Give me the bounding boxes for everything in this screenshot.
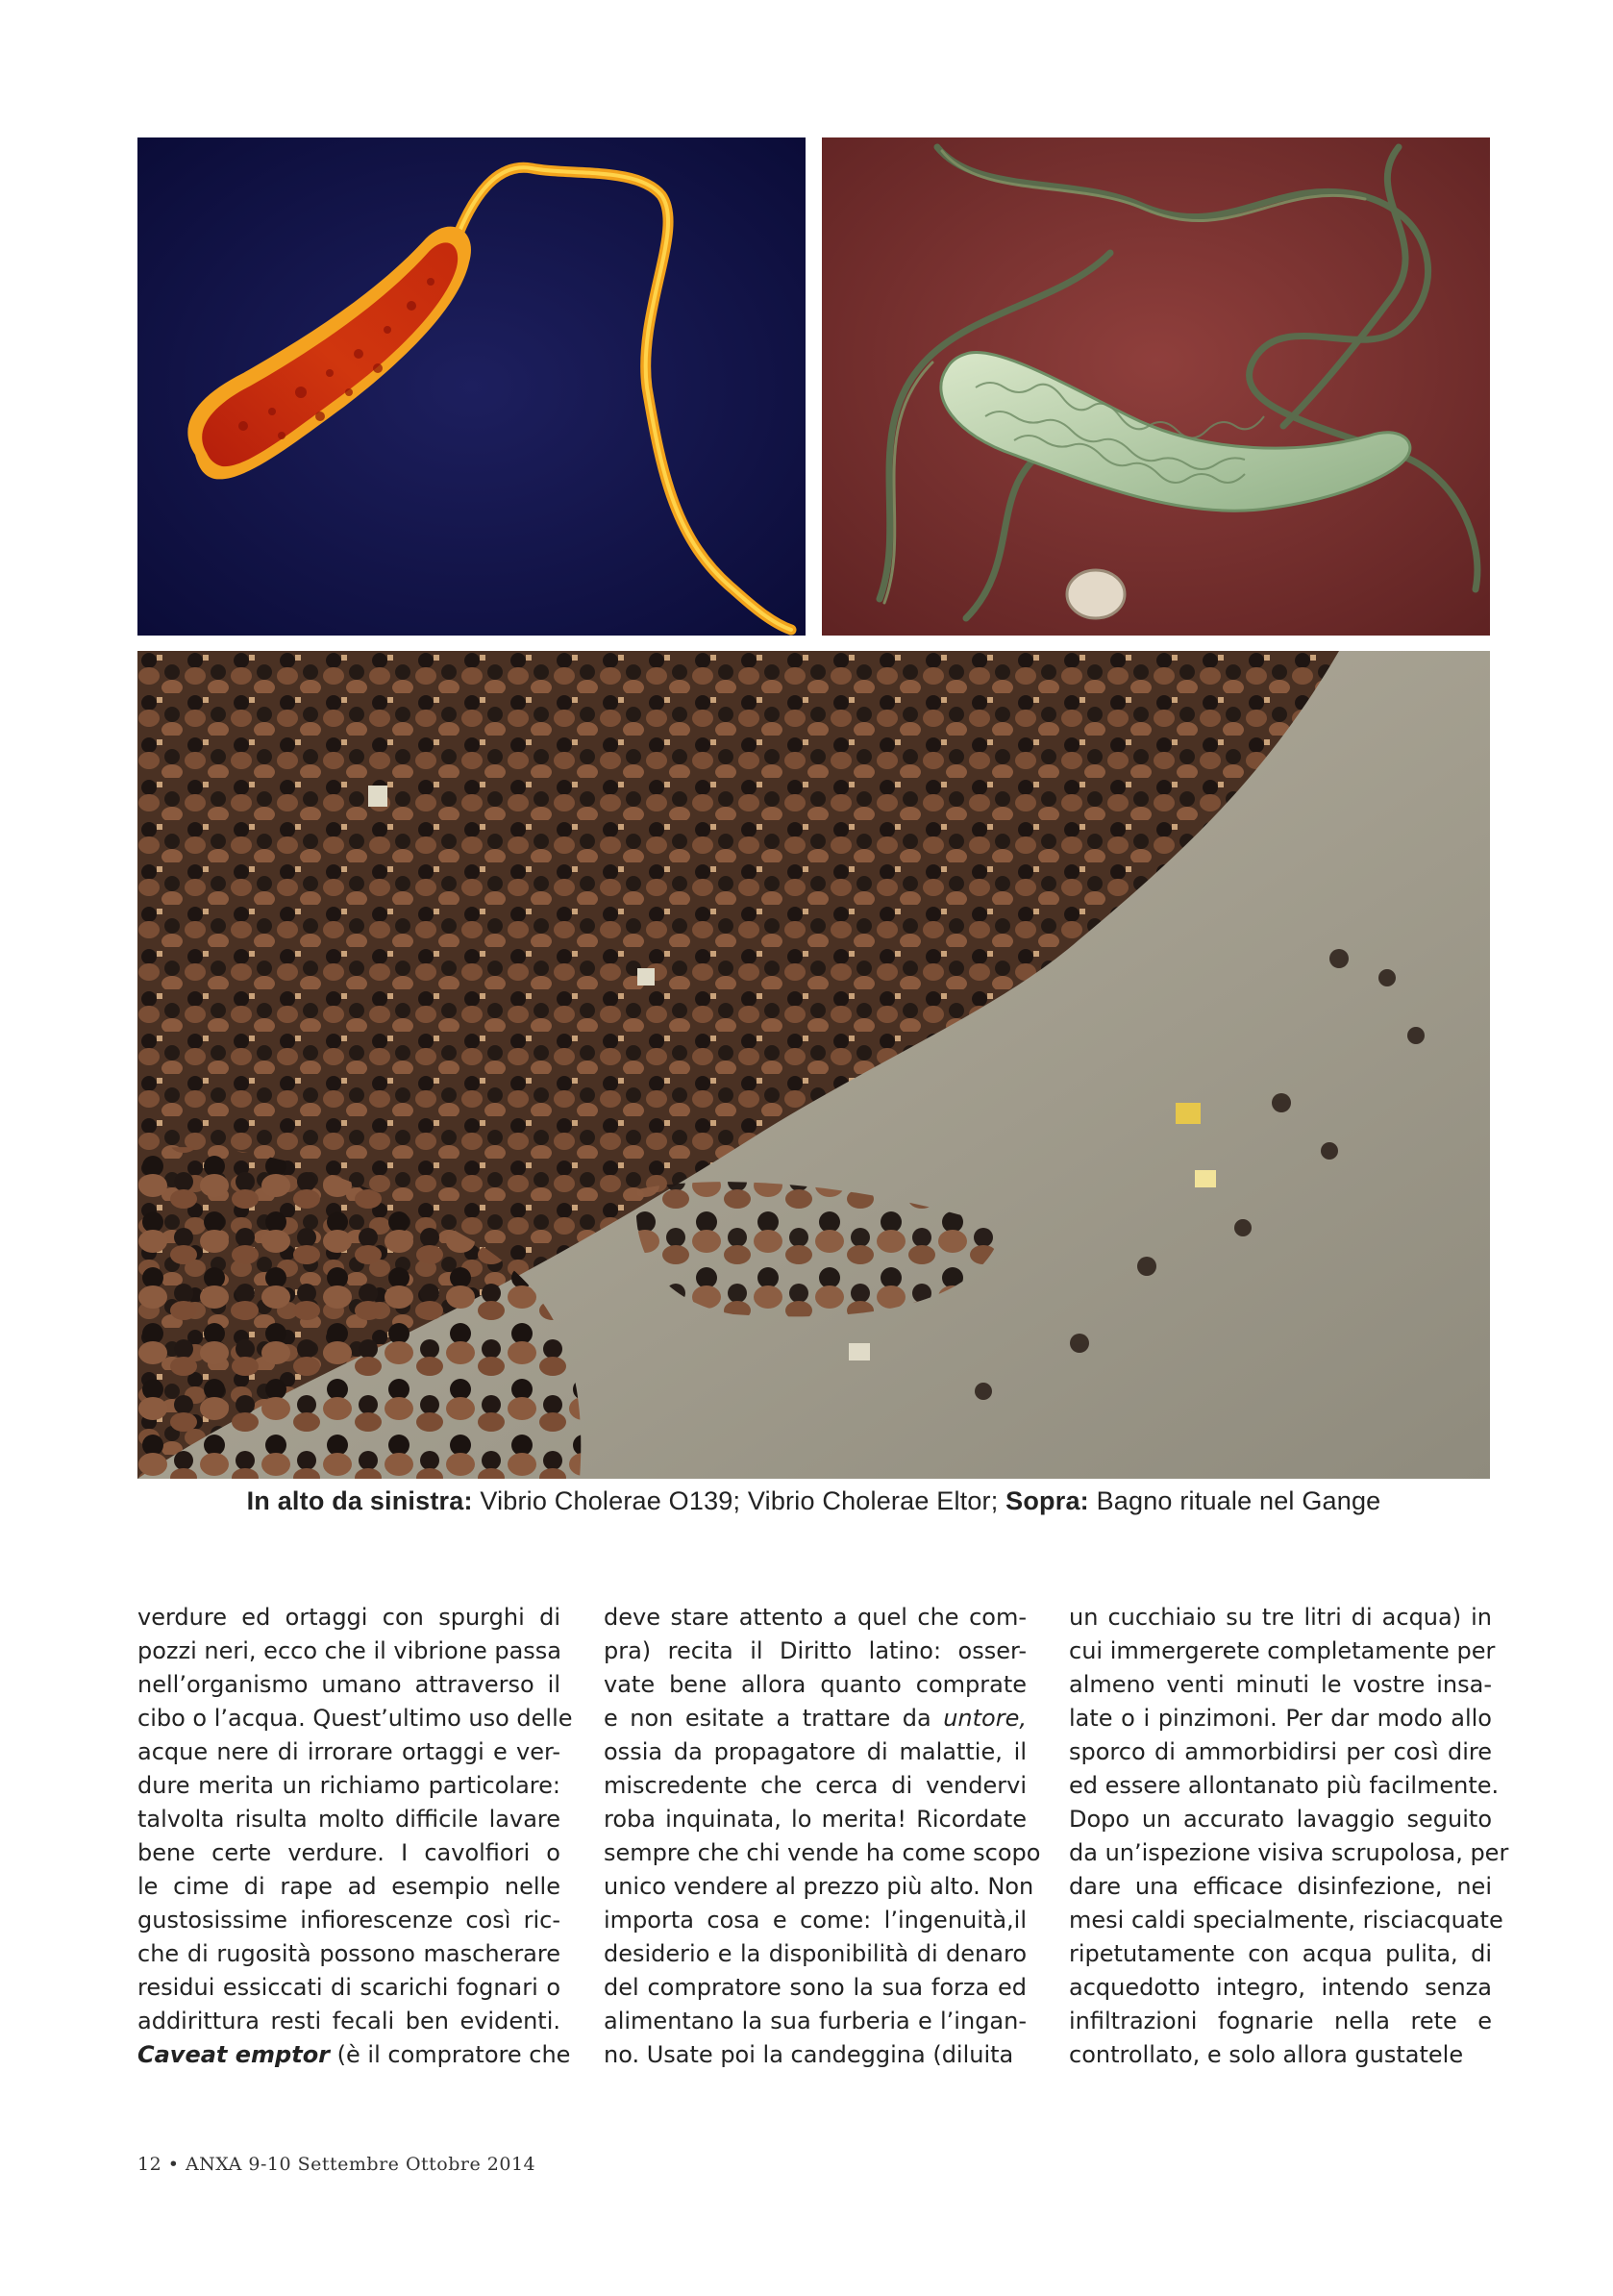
- untore-emphasis: untore,: [943, 1705, 1027, 1732]
- text-line: da un’ispezione visiva scrupolosa, per: [1069, 1839, 1509, 1866]
- text-line: cui immergerete completamente per: [1069, 1637, 1496, 1664]
- caption-lead-text: Vibrio Cholerae O139; Vibrio Cholerae Eltor;: [472, 1486, 1006, 1515]
- caveat-emptor-emphasis: Caveat emptor: [137, 2041, 331, 2068]
- text-line: Dopo un accurato lavaggio seguito: [1069, 1806, 1492, 1833]
- text-line: acque nere di irrorare ortaggi e ver-: [137, 1738, 560, 1765]
- text-line: almeno venti minuti le vostre insa-: [1069, 1671, 1492, 1698]
- text-line: cibo o l’acqua. Quest’ultimo uso delle: [137, 1705, 573, 1732]
- caption-second-text: Bagno rituale nel Gange: [1088, 1486, 1381, 1515]
- text-line: ossia da propagatore di malattie, il: [604, 1738, 1027, 1765]
- vibrio-cholerae-o139-photo: [137, 137, 806, 636]
- text-line: residui essiccati di scarichi fognari o: [137, 1974, 560, 2001]
- vibrio-cholerae-eltor-photo: [822, 137, 1490, 636]
- text-line: importa cosa e come: l’ingenuità,il: [604, 1907, 1027, 1934]
- page-footer: 12 • ANXA 9-10 Settembre Ottobre 2014: [137, 2154, 536, 2175]
- text-line: mesi caldi specialmente, risciacquate: [1069, 1907, 1503, 1934]
- text-line: le cime di rape ad esempio nelle: [137, 1873, 560, 1900]
- text-line: alimentano la sua furberia e l’ingan-: [604, 2008, 1027, 2034]
- text-line: verdure ed ortaggi con spurghi di: [137, 1604, 560, 1631]
- text-line: desiderio e la disponibilità di denaro: [604, 1940, 1027, 1967]
- ganges-ritual-bath-photo: [137, 651, 1490, 1479]
- text-line: nell’organismo umano attraverso il: [137, 1671, 560, 1698]
- text-line: del compratore sono la sua forza ed: [604, 1974, 1027, 2001]
- text-line: talvolta risulta molto difficile lavare: [137, 1806, 560, 1833]
- text-line: addirittura resti fecali ben evidenti.: [137, 2008, 560, 2034]
- text-line: controllato, e solo allora gustatele: [1069, 2041, 1464, 2068]
- text-line: sempre che chi vende ha come scopo: [604, 1839, 1041, 1866]
- text-line: late o i pinzimoni. Per dar modo allo: [1069, 1705, 1492, 1732]
- text-line: infiltrazioni fognarie nella rete e: [1069, 2008, 1492, 2034]
- text-line: dure merita un richiamo particolare:: [137, 1772, 560, 1799]
- text-line: unico vendere al prezzo più alto. Non: [604, 1873, 1034, 1900]
- text-line: ed essere allontanato più facilmente.: [1069, 1772, 1500, 1799]
- text-line: che di rugosità possono mascherare: [137, 1940, 560, 1967]
- text-line: miscredente che cerca di vendervi: [604, 1772, 1027, 1799]
- text-line: pra) recita il Diritto latino: osser-: [604, 1637, 1027, 1664]
- caption-second-label: Sopra:: [1005, 1486, 1089, 1515]
- text-line: acquedotto integro, intendo senza: [1069, 1974, 1492, 2001]
- caption-lead-label: In alto da sinistra:: [246, 1486, 473, 1515]
- text-line: un cucchiaio su tre litri di acqua) in: [1069, 1604, 1492, 1631]
- text-line: vate bene allora quanto comprate: [604, 1671, 1027, 1698]
- text-line: gustosissime infiorescenze così ric-: [137, 1907, 560, 1934]
- text-line: bene certe verdure. I cavolfiori o: [137, 1839, 560, 1866]
- text-line: ripetutamente con acqua pulita, di: [1069, 1940, 1492, 1967]
- text-line: sporco di ammorbidirsi per così dire: [1069, 1738, 1492, 1765]
- text-line: no. Usate poi la candeggina (diluita: [604, 2041, 1014, 2068]
- text-line: deve stare attento a quel che com-: [604, 1604, 1027, 1631]
- text-line: e non esitate a trattare da untore,: [604, 1705, 1027, 1732]
- text-line: Caveat emptor (è il compratore che: [137, 2041, 571, 2068]
- text-column-2: [604, 1601, 1041, 2072]
- figure-caption: [137, 1486, 1490, 1516]
- text-line: pozzi neri, ecco che il vibrione passa: [137, 1637, 561, 1664]
- text-column-1: [137, 1601, 573, 2072]
- text-column-3: [1069, 1601, 1509, 2072]
- text-line: dare una efficace disinfezione, nei: [1069, 1873, 1492, 1900]
- text-line: roba inquinata, lo merita! Ricordate: [604, 1806, 1027, 1833]
